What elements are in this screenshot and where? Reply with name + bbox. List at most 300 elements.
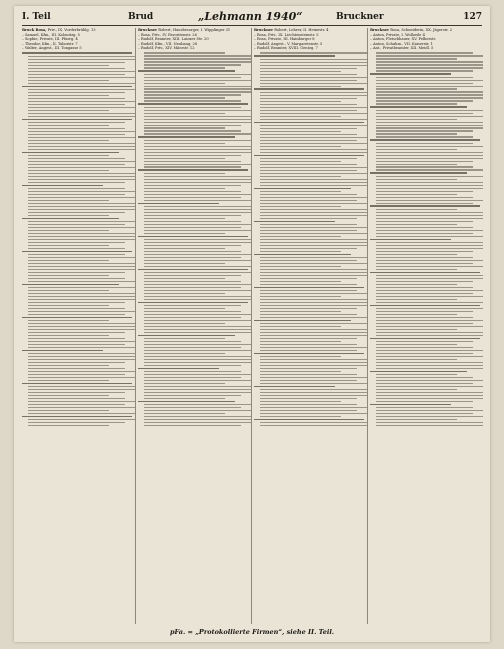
placeholder-line: [28, 125, 109, 126]
placeholder-line: [376, 317, 473, 318]
placeholder-line: [376, 143, 473, 144]
placeholder-line: [260, 362, 367, 363]
placeholder-line: [144, 197, 241, 198]
placeholder-line: [144, 100, 241, 101]
placeholder-line: [28, 170, 109, 171]
placeholder-line: [28, 332, 125, 333]
column-3: [254, 28, 367, 624]
placeholder-line: [260, 398, 357, 399]
placeholder-line: [376, 368, 483, 369]
placeholder-line: [144, 110, 251, 111]
placeholder-line: [28, 275, 109, 276]
placeholder-line: [260, 377, 367, 378]
placeholder-line: [260, 176, 341, 177]
placeholder-line: [260, 161, 341, 162]
placeholder-line: [22, 152, 119, 154]
placeholder-line: [28, 365, 109, 366]
placeholder-line: [28, 389, 135, 390]
placeholder-line: [376, 125, 483, 126]
placeholder-line: [376, 293, 473, 294]
placeholder-line: [28, 161, 135, 162]
placeholder-line: [144, 83, 225, 84]
placeholder-line: [260, 371, 341, 372]
placeholder-line: [376, 290, 483, 291]
placeholder-line: [144, 308, 225, 309]
placeholder-line: [376, 185, 483, 186]
placeholder-line: [260, 347, 367, 348]
placeholder-line: [260, 302, 367, 303]
placeholder-line: [28, 419, 135, 420]
entry-details: – Theodor, Kfm., II. Taborstr. 7: [22, 41, 78, 46]
placeholder-line: [260, 194, 357, 195]
placeholder-line: [144, 191, 241, 192]
entry-surname: Bruckner: [370, 28, 391, 32]
placeholder-line: [260, 200, 357, 201]
placeholder-line: [260, 212, 367, 213]
placeholder-line: [254, 122, 364, 124]
placeholder-line: [260, 281, 341, 282]
placeholder-line: [376, 152, 483, 153]
placeholder-line: [260, 395, 367, 396]
placeholder-line: [376, 77, 473, 78]
placeholder-line: [144, 266, 251, 267]
placeholder-line: [22, 52, 132, 54]
column-divider: [135, 28, 136, 624]
placeholder-line: [260, 236, 341, 237]
placeholder-line: [376, 80, 483, 81]
placeholder-line: [376, 182, 483, 183]
placeholder-line: [260, 269, 367, 270]
placeholder-line: [376, 257, 473, 258]
placeholder-line: [28, 158, 125, 159]
placeholder-line: [260, 191, 341, 192]
placeholder-line: [138, 136, 235, 138]
placeholder-line: [260, 101, 341, 102]
placeholder-line: [28, 344, 125, 345]
placeholder-line: [28, 65, 109, 66]
placeholder-line: [22, 86, 132, 88]
placeholder-line: [260, 95, 367, 96]
placeholder-line: [376, 413, 473, 414]
placeholder-line: [254, 353, 364, 355]
placeholder-line: [144, 94, 241, 95]
placeholder-line: [144, 149, 251, 150]
placeholder-line: [260, 80, 357, 81]
placeholder-line: [260, 365, 367, 366]
placeholder-line: [376, 341, 473, 342]
placeholder-line: [376, 110, 483, 111]
placeholder-line: [144, 58, 251, 59]
placeholder-line: [28, 212, 125, 213]
placeholder-line: [144, 80, 251, 81]
directory-entry: [370, 46, 483, 51]
placeholder-line: [144, 179, 251, 180]
column-1: [22, 28, 135, 624]
placeholder-line: [144, 67, 225, 68]
placeholder-line: [260, 356, 341, 357]
placeholder-line: [28, 116, 135, 117]
placeholder-line: [144, 377, 241, 378]
placeholder-line: [144, 173, 225, 174]
placeholder-line: [260, 224, 357, 225]
placeholder-line: [28, 314, 125, 315]
placeholder-line: [28, 248, 125, 249]
placeholder-line: [144, 230, 251, 231]
placeholder-line: [260, 245, 367, 246]
entry-surname: Bruckner: [138, 28, 159, 32]
placeholder-line: [260, 401, 341, 402]
placeholder-line: [144, 395, 241, 396]
placeholder-line: [28, 299, 135, 300]
placeholder-line: [28, 404, 125, 405]
placeholder-line: [28, 143, 135, 144]
entry-details: – Rudolf, Beamter, XVIII. Gentzg. 7: [254, 46, 318, 51]
placeholder-line: [260, 86, 341, 87]
placeholder-line: [376, 233, 473, 234]
placeholder-line: [376, 179, 457, 180]
placeholder-line: [260, 266, 341, 267]
placeholder-line: [28, 263, 135, 264]
placeholder-line: [260, 380, 357, 381]
placeholder-line: [138, 269, 248, 271]
placeholder-line: [260, 179, 367, 180]
placeholder-line: [260, 185, 367, 186]
placeholder-line: [138, 103, 248, 105]
placeholder-line: [144, 419, 251, 420]
placeholder-line: [376, 248, 483, 249]
placeholder-line: [260, 98, 357, 99]
placeholder-line: [144, 341, 241, 342]
placeholder-line: [376, 362, 483, 363]
placeholder-line: [370, 172, 467, 174]
entry-details: Rosa, Schneiderin, XX. Jägerstr. 2: [390, 28, 453, 32]
placeholder-line: [376, 419, 457, 420]
placeholder-line: [28, 323, 135, 324]
placeholder-line: [144, 133, 251, 134]
placeholder-line: [376, 329, 457, 330]
placeholder-line: [376, 88, 457, 89]
placeholder-line: [28, 215, 109, 216]
placeholder-line: [370, 371, 467, 373]
placeholder-line: [144, 374, 251, 375]
placeholder-line: [28, 356, 135, 357]
placeholder-line: [28, 296, 135, 297]
placeholder-line: [376, 64, 483, 65]
placeholder-line: [144, 260, 251, 261]
placeholder-line: [144, 107, 241, 108]
page-number: 127: [463, 12, 482, 22]
placeholder-line: [376, 425, 483, 426]
placeholder-line: [144, 155, 241, 156]
placeholder-line: [376, 416, 483, 417]
placeholder-line: [28, 107, 135, 108]
placeholder-line: [138, 368, 219, 370]
placeholder-line: [260, 71, 341, 72]
placeholder-line: [260, 272, 367, 273]
placeholder-line: [376, 266, 483, 267]
placeholder-line: [28, 83, 135, 84]
placeholder-line: [144, 293, 225, 294]
placeholder-line: [28, 362, 125, 363]
placeholder-line: [144, 290, 251, 291]
placeholder-line: [28, 308, 125, 309]
placeholder-line: [144, 338, 225, 339]
placeholder-line: [144, 365, 241, 366]
placeholder-line: [376, 236, 483, 237]
placeholder-line: [376, 67, 483, 68]
placeholder-line: [144, 398, 225, 399]
placeholder-line: [28, 266, 135, 267]
placeholder-line: [144, 86, 251, 87]
placeholder-line: [260, 62, 367, 63]
placeholder-line: [376, 296, 483, 297]
placeholder-line: [376, 353, 473, 354]
placeholder-line: [28, 110, 109, 111]
placeholder-line: [376, 314, 457, 315]
placeholder-line: [376, 91, 483, 92]
placeholder-line: [22, 350, 103, 352]
placeholder-line: [144, 413, 225, 414]
placeholder-line: [370, 73, 451, 75]
placeholder-line: [144, 251, 241, 252]
placeholder-line: [260, 392, 367, 393]
placeholder-line: [260, 242, 367, 243]
placeholder-line: [260, 149, 367, 150]
placeholder-line: [28, 380, 109, 381]
placeholder-line: [260, 314, 357, 315]
placeholder-line: [144, 152, 251, 153]
placeholder-line: [260, 329, 367, 330]
unreadable-entries-placeholder: [138, 52, 251, 426]
placeholder-line: [260, 413, 367, 414]
entry-details: – Rudolf, Beamter, XIII. Lainzer Str. 20: [138, 37, 209, 42]
placeholder-line: [144, 77, 241, 78]
placeholder-line: [370, 239, 451, 241]
placeholder-line: [376, 149, 457, 150]
placeholder-line: [376, 386, 483, 387]
placeholder-line: [28, 77, 135, 78]
placeholder-line: [28, 329, 135, 330]
placeholder-line: [260, 137, 367, 138]
placeholder-line: [28, 224, 125, 225]
placeholder-line: [28, 320, 109, 321]
placeholder-line: [28, 233, 135, 234]
placeholder-line: [376, 58, 457, 59]
placeholder-line: [254, 254, 351, 256]
placeholder-line: [260, 173, 367, 174]
placeholder-line: [260, 350, 357, 351]
placeholder-line: [260, 239, 367, 240]
placeholder-line: [376, 176, 483, 177]
placeholder-line: [28, 182, 125, 183]
placeholder-line: [28, 62, 125, 63]
placeholder-line: [28, 59, 135, 60]
placeholder-line: [260, 206, 341, 207]
placeholder-line: [376, 52, 473, 53]
placeholder-line: [28, 56, 135, 57]
placeholder-line: [28, 227, 135, 228]
placeholder-line: [138, 70, 235, 72]
placeholder-line: [260, 128, 357, 129]
placeholder-line: [254, 55, 335, 57]
placeholder-line: [260, 251, 341, 252]
placeholder-line: [370, 272, 480, 274]
placeholder-line: [376, 242, 483, 243]
placeholder-line: [376, 224, 457, 225]
placeholder-line: [260, 104, 357, 105]
placeholder-line: [28, 179, 135, 180]
placeholder-line: [28, 221, 135, 222]
placeholder-line: [144, 287, 241, 288]
placeholder-line: [22, 119, 132, 121]
placeholder-line: [260, 116, 341, 117]
entry-details: – Rosa, Private, III. Hainburger 8: [254, 37, 315, 42]
placeholder-line: [28, 245, 109, 246]
entry-details: – Sophie, Private, III. Pfarrg. 4: [22, 37, 78, 42]
placeholder-line: [138, 236, 248, 238]
placeholder-line: [376, 284, 457, 285]
directory-columns: [22, 28, 482, 624]
entry-details: Priv., IX. Vorderbrühlg. 13: [47, 28, 96, 32]
placeholder-line: [260, 68, 357, 69]
placeholder-line: [260, 227, 367, 228]
placeholder-line: [144, 407, 241, 408]
placeholder-line: [144, 130, 241, 131]
placeholder-line: [260, 107, 367, 108]
placeholder-line: [28, 305, 109, 306]
placeholder-line: [144, 116, 251, 117]
placeholder-line: [376, 422, 483, 423]
placeholder-line: [144, 392, 251, 393]
placeholder-line: [22, 251, 132, 253]
placeholder-line: [260, 170, 357, 171]
placeholder-line: [376, 395, 483, 396]
placeholder-line: [260, 260, 357, 261]
header-right-guide-word: Bruckner: [336, 12, 384, 22]
placeholder-line: [376, 155, 483, 156]
placeholder-line: [376, 127, 483, 128]
placeholder-line: [138, 302, 248, 304]
placeholder-line: [254, 88, 364, 90]
placeholder-line: [144, 254, 251, 255]
placeholder-line: [22, 185, 103, 187]
placeholder-line: [28, 371, 135, 372]
placeholder-line: [144, 158, 225, 159]
placeholder-line: [144, 64, 241, 65]
placeholder-line: [376, 103, 457, 104]
placeholder-line: [376, 230, 483, 231]
placeholder-line: [376, 389, 457, 390]
placeholder-line: [144, 143, 225, 144]
placeholder-line: [144, 188, 225, 189]
placeholder-line: [28, 410, 109, 411]
placeholder-line: [254, 188, 351, 190]
placeholder-line: [28, 134, 125, 135]
placeholder-line: [260, 275, 367, 276]
placeholder-line: [260, 209, 367, 210]
placeholder-line: [144, 299, 251, 300]
placeholder-line: [144, 275, 241, 276]
placeholder-line: [376, 344, 457, 345]
placeholder-line: [376, 209, 457, 210]
placeholder-line: [376, 136, 473, 137]
placeholder-line: [28, 326, 135, 327]
placeholder-line: [260, 284, 357, 285]
placeholder-line: [376, 260, 483, 261]
placeholder-line: [144, 242, 251, 243]
placeholder-line: [376, 191, 473, 192]
placeholder-line: [144, 356, 251, 357]
placeholder-line: [138, 169, 248, 171]
unreadable-entries-placeholder: [22, 52, 135, 426]
placeholder-line: [370, 106, 467, 108]
entry-details: – Rudolf, Angest., V. Margaretenstr. 5: [254, 41, 323, 46]
placeholder-line: [28, 260, 109, 261]
directory-entry: [138, 46, 251, 51]
placeholder-line: [28, 128, 125, 129]
placeholder-line: [28, 374, 125, 375]
placeholder-line: [144, 314, 251, 315]
placeholder-line: [370, 139, 480, 141]
placeholder-line: [370, 404, 451, 406]
placeholder-line: [260, 425, 367, 426]
placeholder-line: [260, 230, 357, 231]
placeholder-line: [260, 65, 367, 66]
placeholder-line: [28, 194, 125, 195]
placeholder-line: [28, 413, 135, 414]
placeholder-line: [376, 122, 483, 123]
placeholder-line: [28, 347, 135, 348]
entry-details: – Anton, Schuhm., VII. Kaiserstr. 1: [370, 41, 433, 46]
placeholder-line: [28, 278, 125, 279]
placeholder-line: [260, 182, 367, 183]
placeholder-line: [28, 422, 125, 423]
placeholder-line: [260, 341, 341, 342]
placeholder-line: [376, 203, 473, 204]
placeholder-line: [28, 101, 135, 102]
placeholder-line: [376, 70, 473, 71]
placeholder-line: [144, 212, 251, 213]
placeholder-line: [28, 146, 135, 147]
placeholder-line: [254, 419, 364, 421]
placeholder-line: [260, 290, 357, 291]
placeholder-line: [144, 224, 251, 225]
placeholder-line: [376, 332, 483, 333]
placeholder-line: [144, 164, 251, 165]
directory-page: [14, 6, 490, 642]
placeholder-line: [376, 281, 473, 282]
placeholder-line: [144, 127, 225, 128]
placeholder-line: [144, 182, 251, 183]
placeholder-line: [260, 404, 357, 405]
placeholder-line: [144, 74, 251, 75]
placeholder-line: [144, 425, 241, 426]
placeholder-line: [138, 203, 219, 205]
placeholder-line: [260, 344, 357, 345]
placeholder-line: [260, 293, 367, 294]
entry-surname: Bruckner: [254, 28, 275, 32]
placeholder-line: [28, 386, 135, 387]
placeholder-line: [260, 131, 341, 132]
placeholder-line: [144, 296, 251, 297]
placeholder-line: [144, 233, 225, 234]
placeholder-line: [260, 92, 367, 93]
page-footer-note: pFa. = „Protokollierte Firmen“, siehe II. Teil.: [169, 628, 335, 636]
placeholder-line: [28, 188, 125, 189]
placeholder-line: [376, 164, 457, 165]
placeholder-line: [260, 416, 341, 417]
placeholder-line: [376, 245, 483, 246]
